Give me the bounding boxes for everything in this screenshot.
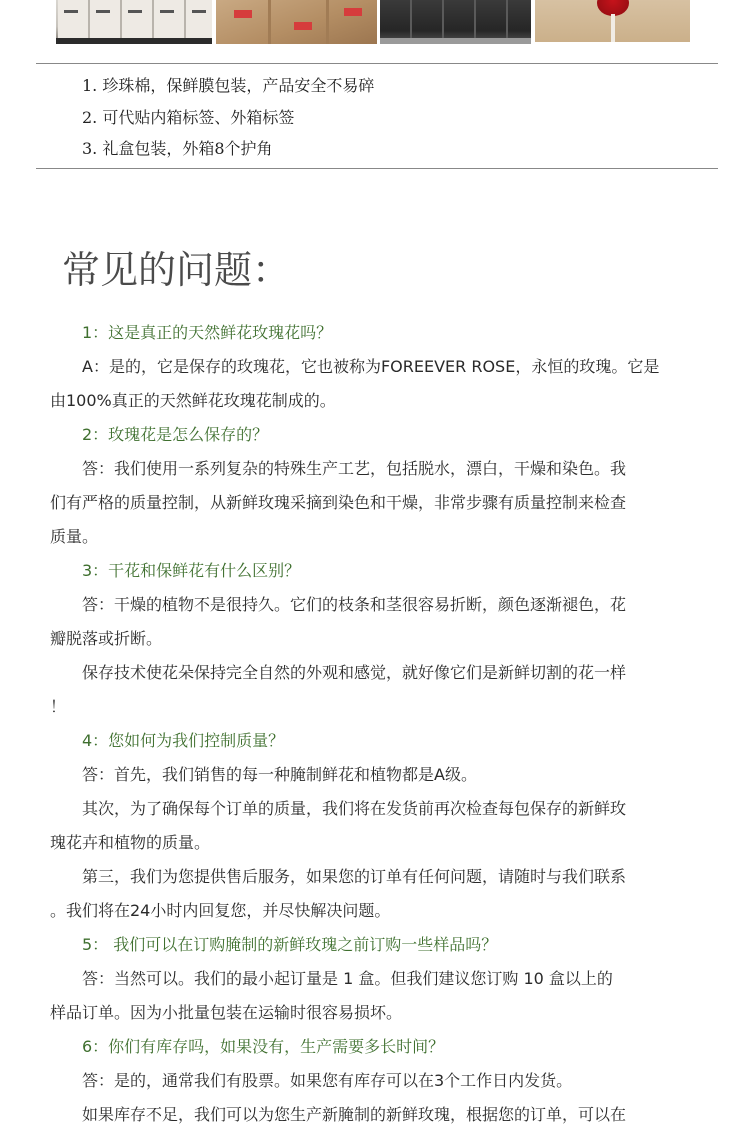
faq-answer-line: ！ <box>50 697 67 716</box>
faq-question: 1：这是真正的天然鲜花玫瑰花吗？ <box>82 323 333 342</box>
divider-bottom <box>36 168 718 169</box>
faq-answer-line: 其次，为了确保每个订单的质量，我们将在发货前再次检查每包保存的新鲜玫 <box>82 799 627 818</box>
faq-answer-line: 。我们将在24小时内回复您，并尽快解决问题。 <box>50 901 391 920</box>
faq-answer-line: 答：当然可以。我们的最小起订量是 1 盒。但我们建议您订购 10 盒以上的 <box>82 969 613 988</box>
faq-question: 2：玫瑰花是怎么保存的？ <box>82 425 269 444</box>
faq-answer-line: 答：是的，通常我们有股票。如果您有库存可以在3个工作日内发货。 <box>82 1071 573 1090</box>
faq-question: 3：干花和保鲜花有什么区别？ <box>82 561 301 580</box>
photo-black-boxes <box>380 0 531 44</box>
faq-answer-line: 答：干燥的植物不是很持久。它们的枝条和茎很容易折断，颜色逐渐褪色，花 <box>82 595 627 614</box>
faq-answer-line: 第三，我们为您提供售后服务，如果您的订单有任何问题，请随时与我们联系 <box>82 867 627 886</box>
photo-cardboard-cartons <box>216 0 377 44</box>
faq-answer-line: 保存技术使花朵保持完全自然的外观和感觉，就好像它们是新鲜切割的花一样 <box>82 663 627 682</box>
photo-white-boxes <box>56 0 212 44</box>
faq-answer-line: 瓣脱落或折断。 <box>50 629 163 648</box>
faq-title: 常见的问题： <box>62 248 291 292</box>
faq-question: 4：您如何为我们控制质量？ <box>82 731 285 750</box>
faq-answer-line: 答：首先，我们销售的每一种腌制鲜花和植物都是A级。 <box>82 765 477 784</box>
photo-red-rose <box>535 0 690 42</box>
faq-answer-line: 质量。 <box>50 527 99 546</box>
faq-question: 5： 我们可以在订购腌制的新鲜玫瑰之前订购一些样品吗？ <box>82 935 498 954</box>
faq-answer-line: 们有严格的质量控制，从新鲜玫瑰采摘到染色和干燥，非常步骤有质量控制来检查 <box>50 493 627 512</box>
packaging-item: 1. 珍珠棉，保鲜膜包装，产品安全不易碎 <box>82 76 375 95</box>
faq-answer-line: 如果库存不足，我们可以为您生产新腌制的新鲜玫瑰，根据您的订单，可以在 <box>82 1105 627 1124</box>
packaging-item: 3. 礼盒包装，外箱8个护角 <box>82 139 273 158</box>
faq-answer-line: 瑰花卉和植物的质量。 <box>50 833 211 852</box>
faq-answer-line: 由100%真正的天然鲜花玫瑰花制成的。 <box>50 391 336 410</box>
divider-top <box>36 63 718 64</box>
packaging-item: 2. 可代贴内箱标签、外箱标签 <box>82 108 295 127</box>
faq-question: 6：你们有库存吗，如果没有，生产需要多长时间？ <box>82 1037 445 1056</box>
faq-answer-line: 样品订单。因为小批量包装在运输时很容易损坏。 <box>50 1003 403 1022</box>
faq-answer-line: A：是的，它是保存的玫瑰花，它也被称为FOREEVER ROSE，永恒的玫瑰。它是 <box>82 357 660 376</box>
faq-answer-line: 答：我们使用一系列复杂的特殊生产工艺，包括脱水，漂白，干燥和染色。我 <box>82 459 627 478</box>
